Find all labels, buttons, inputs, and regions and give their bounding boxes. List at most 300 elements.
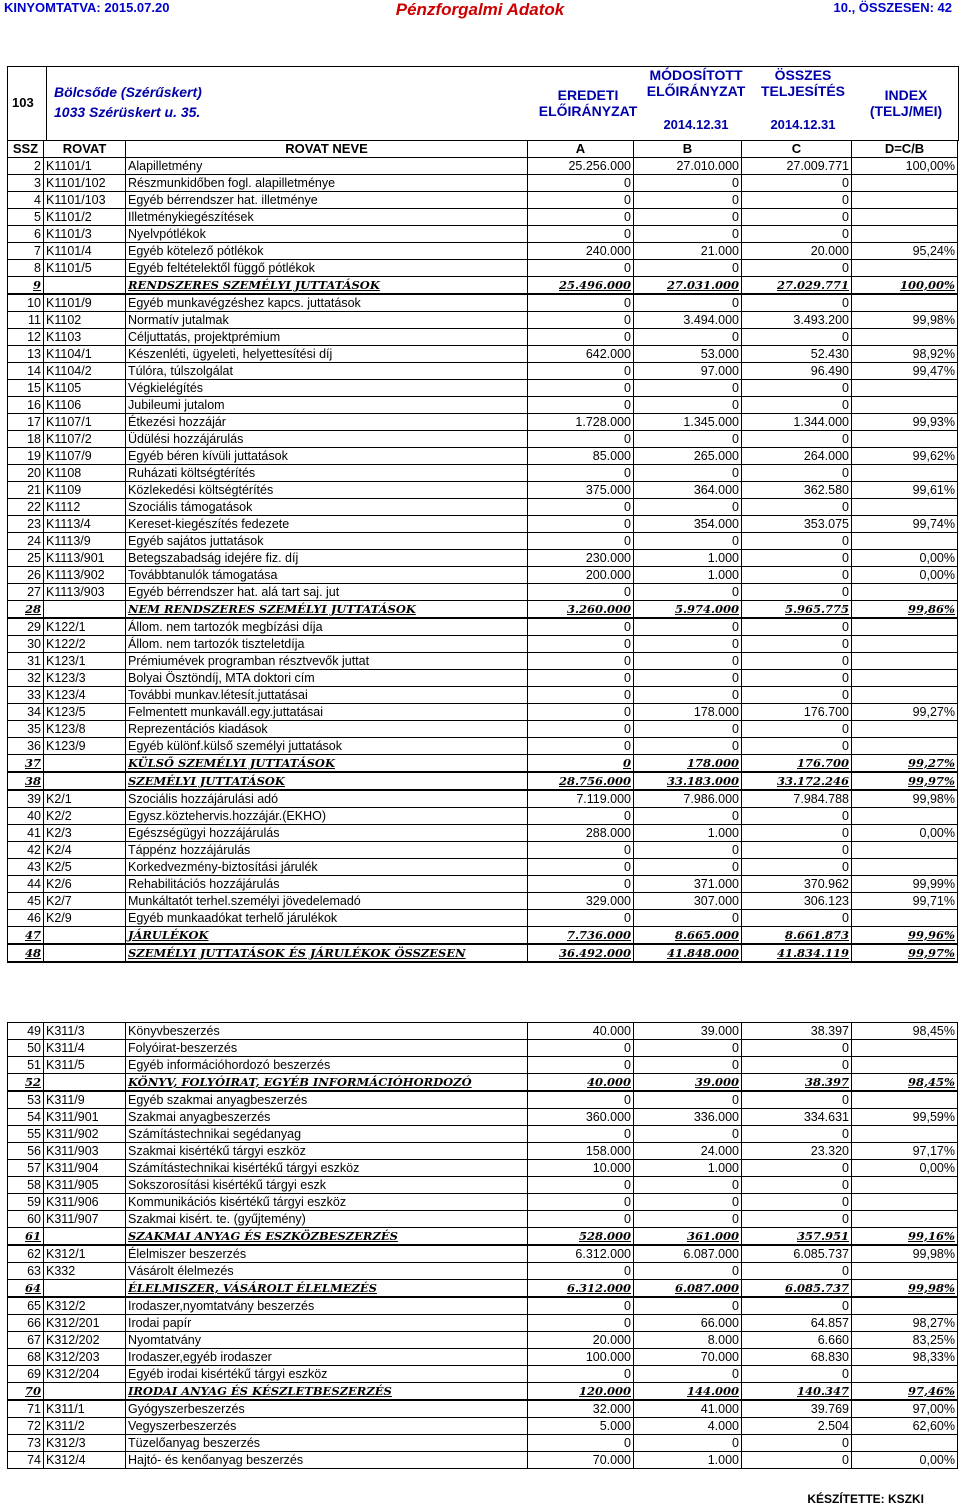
row-value-b: 0: [634, 1126, 742, 1143]
row-index: 62,60%: [852, 1418, 958, 1435]
row-value-b: 1.000: [634, 1160, 742, 1177]
row-ssz: 3: [8, 175, 44, 192]
row-value-b: 1.000: [634, 550, 742, 567]
row-rovat: K1101/3: [44, 226, 126, 243]
row-rovat-name: Alapilletmény: [126, 158, 528, 175]
col-header: B: [634, 141, 742, 158]
col-c-date: 2014.12.31: [770, 117, 836, 132]
row-rovat-name: Prémiumévek programban résztvevők juttat: [126, 653, 528, 670]
row-index: [852, 618, 958, 636]
row-index: 99,74%: [852, 516, 958, 533]
row-ssz: 20: [8, 465, 44, 482]
row-rovat-name: Egyéb információhordozó beszerzés: [126, 1057, 528, 1074]
table-row: [8, 1091, 958, 1109]
row-value-b: 3.494.000: [634, 312, 742, 329]
table-row: [8, 550, 958, 567]
row-rovat-name: Egyéb sajátos juttatások: [126, 533, 528, 550]
row-value-a: 0: [528, 859, 634, 876]
row-ssz: 9: [8, 277, 44, 295]
row-value-a: 0: [528, 653, 634, 670]
row-value-b: 27.010.000: [634, 158, 742, 175]
row-value-c: 0: [742, 653, 852, 670]
row-value-c: 0: [742, 226, 852, 243]
table-row: [8, 584, 958, 601]
row-ssz: 32: [8, 670, 44, 687]
row-rovat-name: Normatív jutalmak: [126, 312, 528, 329]
row-value-a: 0: [528, 704, 634, 721]
row-rovat-name: Irodaszer,egyéb irodaszer: [126, 1349, 528, 1366]
row-ssz: 70: [8, 1383, 44, 1401]
row-value-a: 0: [528, 738, 634, 755]
col-a-header: EREDETI ELŐIRÁNYZAT: [538, 87, 638, 119]
table-row: [8, 636, 958, 653]
row-rovat-name: IRODAI ANYAG ÉS KÉSZLETBESZERZÉS: [126, 1383, 528, 1401]
row-value-c: 64.857: [742, 1315, 852, 1332]
row-index: [852, 842, 958, 859]
row-value-b: 0: [634, 533, 742, 550]
row-ssz: 49: [8, 1023, 44, 1040]
row-index: [852, 808, 958, 825]
table-row: [8, 808, 958, 825]
row-value-a: 120.000: [528, 1383, 634, 1401]
row-rovat: [44, 1280, 126, 1298]
row-ssz: 66: [8, 1315, 44, 1332]
row-ssz: 51: [8, 1057, 44, 1074]
row-value-b: 0: [634, 1057, 742, 1074]
row-ssz: 50: [8, 1040, 44, 1057]
row-ssz: 11: [8, 312, 44, 329]
table-row: [8, 1349, 958, 1366]
row-value-b: 0: [634, 380, 742, 397]
row-value-c: 353.075: [742, 516, 852, 533]
table-row: [8, 448, 958, 465]
row-value-c: 0: [742, 1435, 852, 1452]
row-rovat: K312/201: [44, 1315, 126, 1332]
row-value-b: 0: [634, 431, 742, 448]
row-rovat-name: Számítástechnikai kisértékű tárgyi eszköz: [126, 1160, 528, 1177]
row-value-b: 21.000: [634, 243, 742, 260]
row-value-c: 0: [742, 380, 852, 397]
row-rovat-name: Táppénz hozzájárulás: [126, 842, 528, 859]
row-value-b: 0: [634, 209, 742, 226]
row-index: [852, 1177, 958, 1194]
row-value-c: 41.834.119: [742, 944, 852, 962]
row-rovat-name: Közlekedési költségtérítés: [126, 482, 528, 499]
row-index: [852, 380, 958, 397]
row-value-c: 0: [742, 1452, 852, 1469]
row-index: 0,00%: [852, 1160, 958, 1177]
row-rovat: K1113/9: [44, 533, 126, 550]
row-index: 99,59%: [852, 1109, 958, 1126]
row-value-b: 0: [634, 226, 742, 243]
row-ssz: 35: [8, 721, 44, 738]
table-row: [8, 1366, 958, 1383]
row-value-c: 0: [742, 294, 852, 312]
row-rovat: K311/905: [44, 1177, 126, 1194]
table-row: [8, 859, 958, 876]
row-value-a: 28.756.000: [528, 772, 634, 790]
row-rovat: K312/2: [44, 1297, 126, 1315]
row-index: [852, 670, 958, 687]
row-rovat-name: Készenléti, ügyeleti, helyettesítési díj: [126, 346, 528, 363]
row-ssz: 5: [8, 209, 44, 226]
row-value-b: 361.000: [634, 1228, 742, 1246]
row-index: [852, 209, 958, 226]
row-rovat: K311/903: [44, 1143, 126, 1160]
row-rovat: [44, 944, 126, 962]
row-value-a: 0: [528, 1194, 634, 1211]
row-rovat-name: NEM RENDSZERES SZEMÉLYI JUTTATÁSOK: [126, 601, 528, 619]
row-value-b: 0: [634, 1435, 742, 1452]
row-rovat-name: Egyéb munkavégzéshez kapcs. juttatások: [126, 294, 528, 312]
row-value-c: 6.660: [742, 1332, 852, 1349]
row-value-c: 0: [742, 567, 852, 584]
row-value-a: 40.000: [528, 1074, 634, 1092]
row-value-b: 39.000: [634, 1074, 742, 1092]
row-value-a: 0: [528, 209, 634, 226]
row-rovat-name: Könyvbeszerzés: [126, 1023, 528, 1040]
row-rovat: K2/2: [44, 808, 126, 825]
row-value-c: 27.009.771: [742, 158, 852, 175]
row-value-c: 39.769: [742, 1400, 852, 1418]
table-row: [8, 312, 958, 329]
row-rovat-name: Nyomtatvány: [126, 1332, 528, 1349]
row-rovat-name: Bolyai Ösztöndíj, MTA doktori cím: [126, 670, 528, 687]
row-rovat: K1101/102: [44, 175, 126, 192]
row-rovat-name: Hajtó- és kenőanyag beszerzés: [126, 1452, 528, 1469]
row-value-c: 0: [742, 1194, 852, 1211]
row-value-b: 8.665.000: [634, 927, 742, 945]
row-value-c: 0: [742, 431, 852, 448]
row-rovat-name: Állom. nem tartozók tiszteletdíja: [126, 636, 528, 653]
table-row: [8, 1057, 958, 1074]
row-rovat: K312/202: [44, 1332, 126, 1349]
row-ssz: 2: [8, 158, 44, 175]
row-value-a: 528.000: [528, 1228, 634, 1246]
row-value-b: 39.000: [634, 1023, 742, 1040]
row-value-c: 1.344.000: [742, 414, 852, 431]
row-value-c: 0: [742, 1040, 852, 1057]
row-value-a: 0: [528, 397, 634, 414]
row-value-b: 0: [634, 721, 742, 738]
row-rovat: K1107/9: [44, 448, 126, 465]
row-ssz: 56: [8, 1143, 44, 1160]
row-rovat: K2/3: [44, 825, 126, 842]
row-value-b: 1.000: [634, 1452, 742, 1469]
row-value-c: 0: [742, 192, 852, 209]
org-address: 1033 Szérüskert u. 35.: [54, 104, 201, 120]
row-value-c: 0: [742, 1263, 852, 1280]
row-value-c: 0: [742, 1091, 852, 1109]
row-rovat: K312/4: [44, 1452, 126, 1469]
row-value-a: 0: [528, 618, 634, 636]
row-rovat: K1103: [44, 329, 126, 346]
org-name: Bölcsőde (Szérűskert): [54, 84, 202, 100]
row-ssz: 45: [8, 893, 44, 910]
row-value-b: 336.000: [634, 1109, 742, 1126]
row-value-b: 1.345.000: [634, 414, 742, 431]
table-row: [8, 910, 958, 927]
row-rovat-name: Egyéb különf.külső személyi juttatások: [126, 738, 528, 755]
row-value-c: 0: [742, 329, 852, 346]
row-value-a: 200.000: [528, 567, 634, 584]
row-index: [852, 687, 958, 704]
row-rovat-name: Egyéb irodai kisértékű tárgyi eszköz: [126, 1366, 528, 1383]
table-row: [8, 1245, 958, 1263]
row-index: 83,25%: [852, 1332, 958, 1349]
row-value-a: 0: [528, 876, 634, 893]
row-value-b: 4.000: [634, 1418, 742, 1435]
page-title: Pénzforgalmi Adatok: [395, 0, 565, 19]
row-value-c: 264.000: [742, 448, 852, 465]
row-value-c: 176.700: [742, 755, 852, 773]
row-rovat: K1107/1: [44, 414, 126, 431]
row-rovat: K1104/2: [44, 363, 126, 380]
row-value-a: 25.496.000: [528, 277, 634, 295]
row-rovat: K311/901: [44, 1109, 126, 1126]
row-index: [852, 260, 958, 277]
subtotal-row: [8, 944, 958, 962]
row-value-c: 0: [742, 397, 852, 414]
row-rovat-name: Vásárolt élelmezés: [126, 1263, 528, 1280]
row-rovat: K123/3: [44, 670, 126, 687]
row-index: [852, 175, 958, 192]
row-rovat: K1101/2: [44, 209, 126, 226]
row-rovat: K123/5: [44, 704, 126, 721]
row-ssz: 57: [8, 1160, 44, 1177]
row-value-a: 6.312.000: [528, 1245, 634, 1263]
row-ssz: 10: [8, 294, 44, 312]
row-rovat: K2/6: [44, 876, 126, 893]
row-rovat-name: Részmunkidőben fogl. alapilletménye: [126, 175, 528, 192]
row-value-b: 27.031.000: [634, 277, 742, 295]
row-value-c: 0: [742, 1211, 852, 1228]
table-row: [8, 397, 958, 414]
row-value-c: 0: [742, 260, 852, 277]
table-row: [8, 516, 958, 533]
row-index: 99,71%: [852, 893, 958, 910]
table-row: [8, 704, 958, 721]
row-value-a: 0: [528, 1435, 634, 1452]
row-value-a: 360.000: [528, 1109, 634, 1126]
row-ssz: 61: [8, 1228, 44, 1246]
subtotal-row: [8, 277, 958, 295]
row-index: [852, 431, 958, 448]
row-ssz: 67: [8, 1332, 44, 1349]
row-index: [852, 636, 958, 653]
table-row: [8, 363, 958, 380]
row-ssz: 26: [8, 567, 44, 584]
row-ssz: 46: [8, 910, 44, 927]
row-rovat: K311/1: [44, 1400, 126, 1418]
row-index: [852, 738, 958, 755]
col-header: D=C/B: [852, 141, 958, 158]
subtotal-row: [8, 927, 958, 945]
row-ssz: 33: [8, 687, 44, 704]
row-rovat: K1113/903: [44, 584, 126, 601]
table-row: [8, 1332, 958, 1349]
row-rovat: K1101/103: [44, 192, 126, 209]
row-value-b: 364.000: [634, 482, 742, 499]
row-rovat: K2/9: [44, 910, 126, 927]
row-rovat: K312/203: [44, 1349, 126, 1366]
row-index: 99,27%: [852, 755, 958, 773]
row-value-b: 1.000: [634, 825, 742, 842]
row-rovat: K1104/1: [44, 346, 126, 363]
row-ssz: 47: [8, 927, 44, 945]
row-value-c: 6.085.737: [742, 1245, 852, 1263]
row-value-b: 0: [634, 738, 742, 755]
row-ssz: 19: [8, 448, 44, 465]
row-index: [852, 294, 958, 312]
row-ssz: 24: [8, 533, 44, 550]
row-index: 99,61%: [852, 482, 958, 499]
row-index: 99,98%: [852, 790, 958, 808]
row-rovat-name: Szakmai kisért. te. (gyűjtemény): [126, 1211, 528, 1228]
row-index: [852, 1057, 958, 1074]
row-ssz: 42: [8, 842, 44, 859]
row-index: [852, 584, 958, 601]
row-ssz: 29: [8, 618, 44, 636]
subtotal-row: [8, 772, 958, 790]
table-row: [8, 825, 958, 842]
row-value-a: 7.119.000: [528, 790, 634, 808]
row-value-c: 370.962: [742, 876, 852, 893]
row-index: 99,99%: [852, 876, 958, 893]
data-table-2: [7, 1022, 958, 1469]
row-index: 97,17%: [852, 1143, 958, 1160]
row-rovat: K1106: [44, 397, 126, 414]
row-rovat-name: Túlóra, túlszolgálat: [126, 363, 528, 380]
row-rovat: K123/4: [44, 687, 126, 704]
row-index: 0,00%: [852, 567, 958, 584]
row-rovat-name: Végkielégítés: [126, 380, 528, 397]
row-rovat-name: Élelmiszer beszerzés: [126, 1245, 528, 1263]
subtotal-row: [8, 601, 958, 619]
row-rovat-name: Felmentett munkaváll.egy.juttatásai: [126, 704, 528, 721]
row-value-b: 0: [634, 175, 742, 192]
row-value-c: 357.951: [742, 1228, 852, 1246]
row-value-c: 0: [742, 1177, 852, 1194]
row-value-a: 240.000: [528, 243, 634, 260]
row-ssz: 53: [8, 1091, 44, 1109]
row-value-c: 0: [742, 670, 852, 687]
row-index: 97,00%: [852, 1400, 958, 1418]
row-value-b: 178.000: [634, 704, 742, 721]
row-value-b: 265.000: [634, 448, 742, 465]
row-rovat: K1113/4: [44, 516, 126, 533]
row-value-c: 27.029.771: [742, 277, 852, 295]
row-value-c: 7.984.788: [742, 790, 852, 808]
table-row: [8, 1194, 958, 1211]
row-value-a: 0: [528, 842, 634, 859]
row-value-c: 0: [742, 1160, 852, 1177]
row-rovat: [44, 277, 126, 295]
row-index: 100,00%: [852, 277, 958, 295]
row-value-a: 0: [528, 175, 634, 192]
row-rovat: K1101/5: [44, 260, 126, 277]
row-rovat: [44, 1383, 126, 1401]
row-index: 97,46%: [852, 1383, 958, 1401]
row-rovat: K311/907: [44, 1211, 126, 1228]
row-value-a: 0: [528, 1366, 634, 1383]
table-row: [8, 1143, 958, 1160]
subtotal-row: [8, 755, 958, 773]
row-rovat-name: Szociális hozzájárulási adó: [126, 790, 528, 808]
row-rovat: K1109: [44, 482, 126, 499]
row-index: 100,00%: [852, 158, 958, 175]
row-value-c: 0: [742, 808, 852, 825]
row-index: 99,27%: [852, 704, 958, 721]
row-index: [852, 226, 958, 243]
table-row: [8, 1177, 958, 1194]
row-value-a: 0: [528, 294, 634, 312]
row-rovat: K1102: [44, 312, 126, 329]
row-rovat-name: Egészségügyi hozzájárulás: [126, 825, 528, 842]
col-header: SSZ: [8, 141, 44, 158]
subtotal-row: [8, 1228, 958, 1246]
row-value-c: 0: [742, 209, 852, 226]
row-value-a: 5.000: [528, 1418, 634, 1435]
header-number: 103: [12, 95, 34, 110]
row-index: [852, 1040, 958, 1057]
row-rovat: K1107/2: [44, 431, 126, 448]
row-ssz: 37: [8, 755, 44, 773]
row-rovat-name: Egysz.köztehervis.hozzájár.(EKHO): [126, 808, 528, 825]
row-rovat: K311/4: [44, 1040, 126, 1057]
row-ssz: 22: [8, 499, 44, 516]
row-ssz: 15: [8, 380, 44, 397]
row-ssz: 30: [8, 636, 44, 653]
table-row: [8, 1160, 958, 1177]
row-rovat-name: Sokszorosítási kisértékű tárgyi eszk: [126, 1177, 528, 1194]
row-index: 98,92%: [852, 346, 958, 363]
row-value-b: 41.000: [634, 1400, 742, 1418]
subtotal-row: [8, 1074, 958, 1092]
row-value-b: 6.087.000: [634, 1245, 742, 1263]
row-rovat: K1101/1: [44, 158, 126, 175]
table-row: [8, 1435, 958, 1452]
row-value-a: 0: [528, 1126, 634, 1143]
row-value-c: 8.661.873: [742, 927, 852, 945]
row-rovat-name: Munkáltatót terhel.személyi jövedelemadó: [126, 893, 528, 910]
table-row: [8, 380, 958, 397]
row-rovat: K312/1: [44, 1245, 126, 1263]
row-value-c: 0: [742, 636, 852, 653]
row-rovat-name: További munkav.létesít.juttatásai: [126, 687, 528, 704]
row-rovat-name: SZAKMAI ANYAG ÉS ESZKÖZBESZERZÉS: [126, 1228, 528, 1246]
row-ssz: 23: [8, 516, 44, 533]
row-value-c: 0: [742, 533, 852, 550]
row-ssz: 12: [8, 329, 44, 346]
row-value-b: 307.000: [634, 893, 742, 910]
row-value-a: 85.000: [528, 448, 634, 465]
row-rovat: K2/4: [44, 842, 126, 859]
row-rovat-name: Jubileumi jutalom: [126, 397, 528, 414]
table-row: [8, 465, 958, 482]
table-row: [8, 294, 958, 312]
row-rovat: K312/3: [44, 1435, 126, 1452]
row-rovat: [44, 772, 126, 790]
row-index: [852, 653, 958, 670]
row-ssz: 17: [8, 414, 44, 431]
row-ssz: 13: [8, 346, 44, 363]
table-row: [8, 1400, 958, 1418]
row-value-b: 0: [634, 670, 742, 687]
row-value-c: 0: [742, 1366, 852, 1383]
row-ssz: 65: [8, 1297, 44, 1315]
row-value-a: 230.000: [528, 550, 634, 567]
